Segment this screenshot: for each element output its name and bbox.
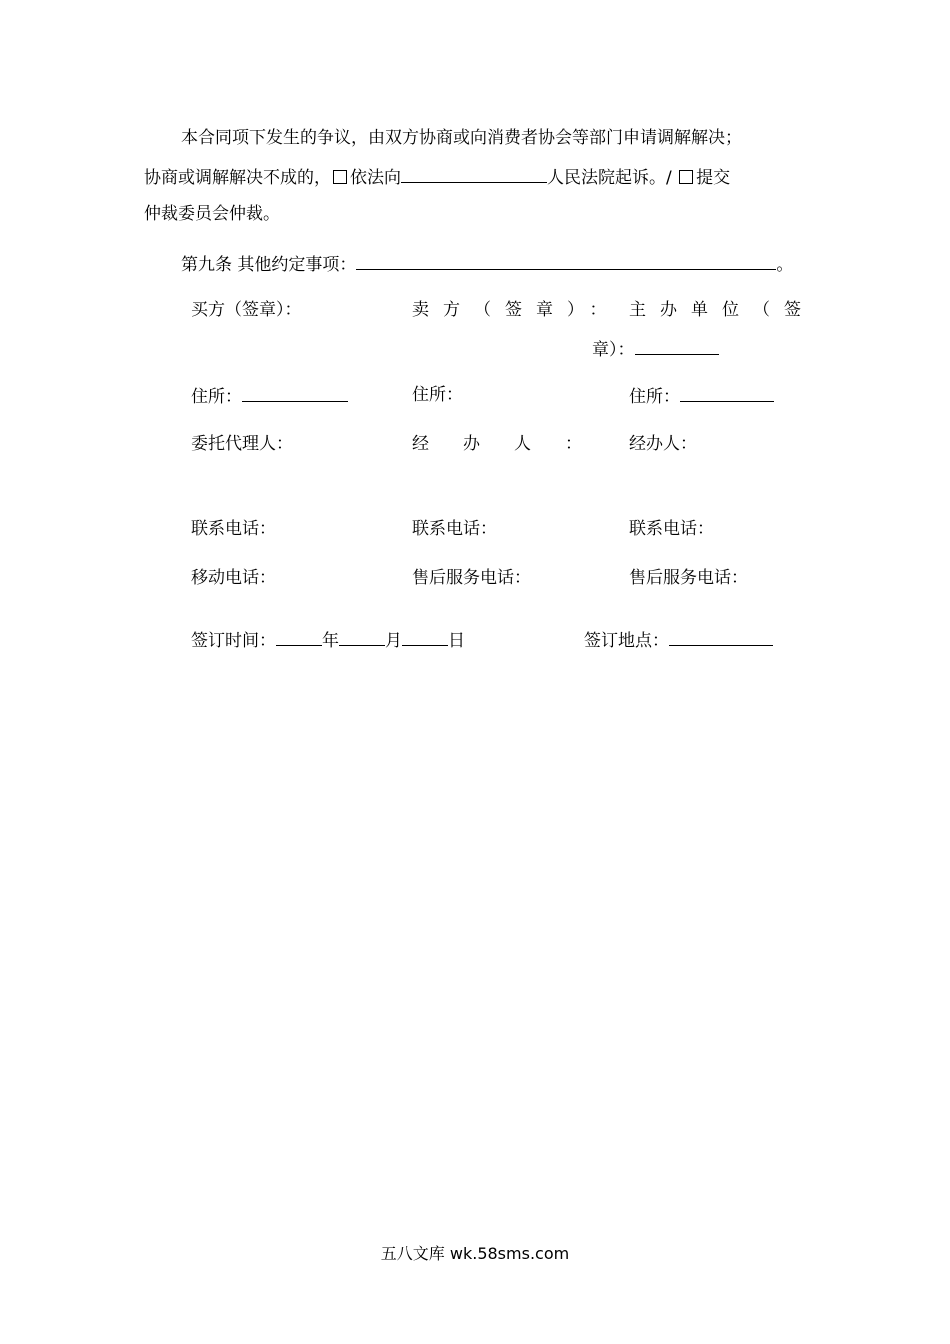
organizer-phone: 联系电话： [629,519,714,539]
signing-month-blank[interactable] [339,627,385,646]
organizer-address-blank[interactable] [680,383,774,402]
buyer-address: 住所： [191,383,348,409]
signing-place: 签订地点： [584,627,773,653]
organizer-address: 住所： [629,383,774,409]
buyer-sign: 买方（签章）： [191,300,302,320]
organizer-sign-blank[interactable] [635,336,719,355]
signing-place-blank[interactable] [669,627,773,646]
dispute-line-2: 协商或调解解决不成的， 依法向 人民法院起诉。/ 提交 [144,164,730,190]
signing-day-blank[interactable] [402,627,448,646]
organizer-sign-b: 章）： [592,336,719,362]
court-name-blank[interactable] [401,164,547,183]
organizer-sign-a: 主办单位（签 [629,300,815,320]
other-terms-blank[interactable] [356,251,776,270]
dispute-line-3: 仲裁委员会仲裁。 [144,204,280,224]
organizer-handler: 经办人： [629,434,697,454]
seller-sign: 卖方（签章）： [412,300,621,320]
seller-handler: 经办人： [412,434,616,454]
court-option-checkbox[interactable] [333,170,347,184]
organizer-service-phone: 售后服务电话： [629,568,748,588]
buyer-mobile: 移动电话： [191,568,276,588]
signing-time: 签订时间： 年 月 日 [191,627,465,653]
seller-service-phone: 售后服务电话： [412,568,531,588]
signing-year-blank[interactable] [276,627,322,646]
buyer-phone: 联系电话： [191,519,276,539]
buyer-agent: 委托代理人： [191,434,293,454]
seller-address: 住所： [412,385,463,405]
footer-watermark: 五八文库 wk.58sms.com [380,1244,570,1263]
arbitration-option-checkbox[interactable] [679,170,693,184]
buyer-address-blank[interactable] [242,383,348,402]
seller-phone: 联系电话： [412,519,497,539]
article-9: 第九条 其他约定事项： 。 [181,251,793,277]
dispute-line-1: 本合同项下发生的争议，由双方协商或向消费者协会等部门申请调解解决； [181,128,742,148]
